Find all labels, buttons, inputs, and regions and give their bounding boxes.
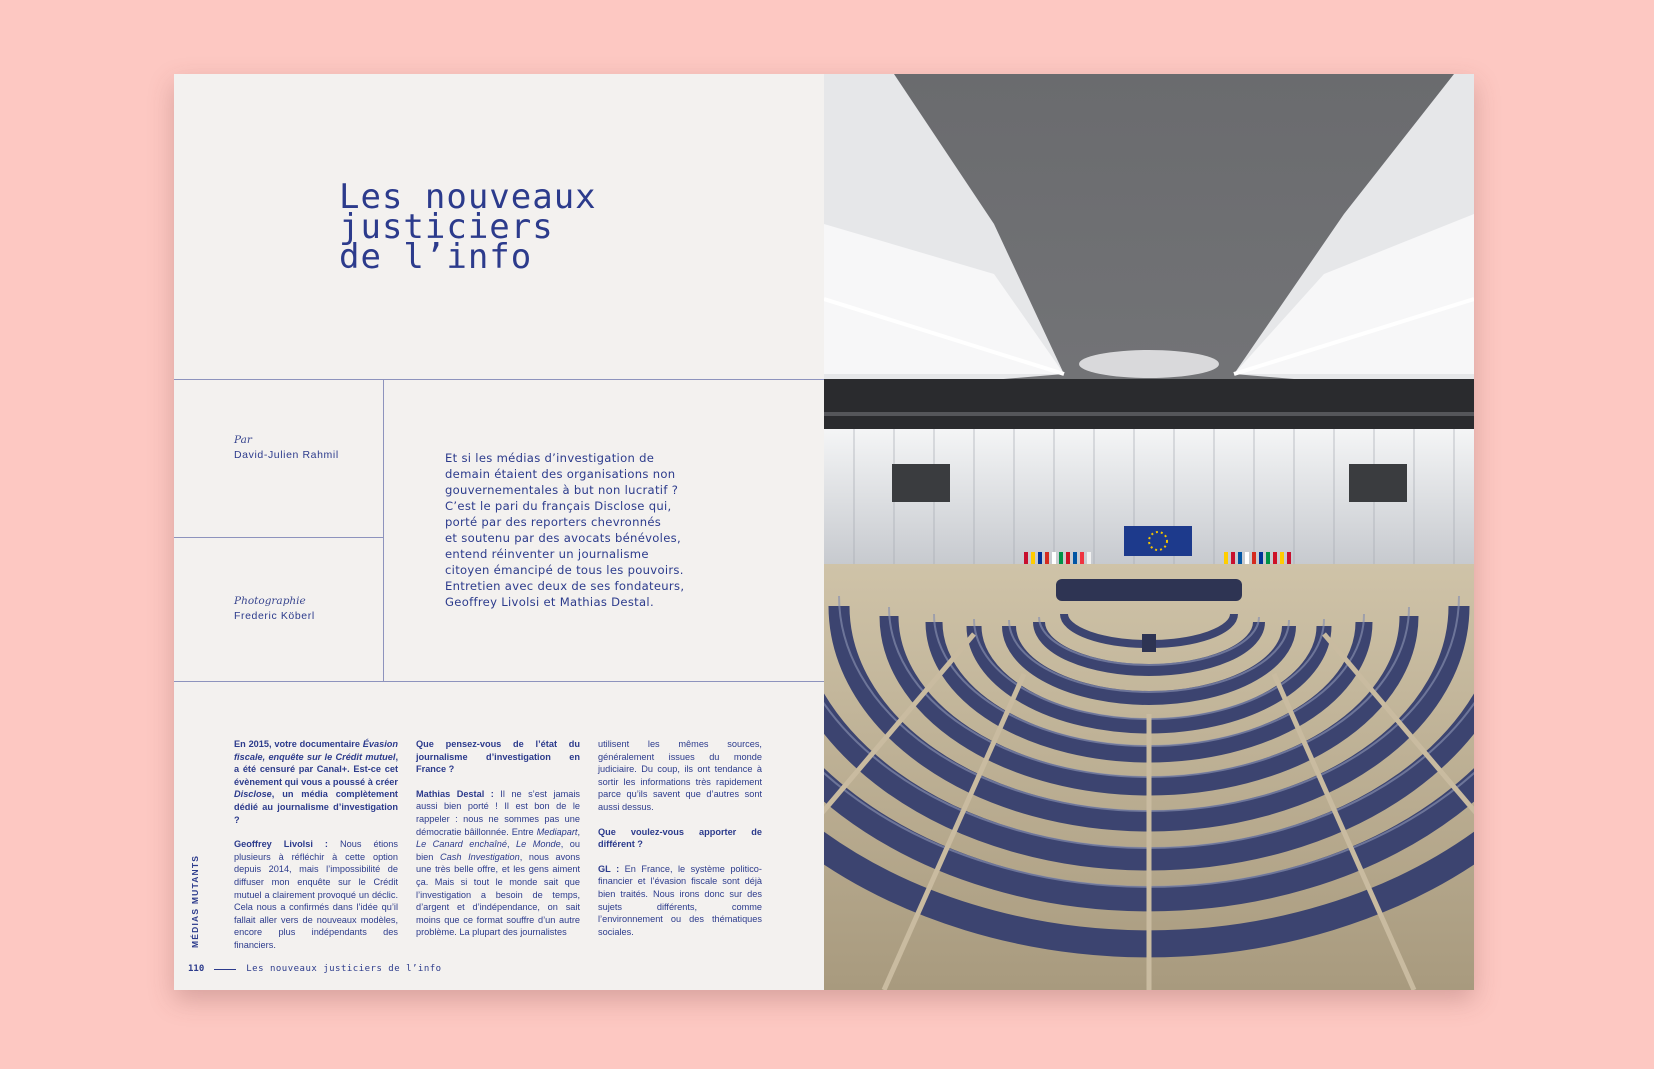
hemicycle-photo: [824, 74, 1474, 990]
answer-text: Nous étions plusieurs à réfléchir à cette option depuis 2014, mais l’impossibilité de diffuser mon enquête sur le Crédit mutuel a clairement provoqué un déclic. Cela nous a confirmés dans l’idée qu’il fallait aller vers de nouveaux modèles, encore plus indépendants des financiers.: [234, 839, 398, 950]
footer-rule: [214, 969, 236, 970]
photo-name: Frederic Köberl: [234, 610, 315, 622]
answer-text: En France, le système politico-financier et l’évasion fiscale sont déjà bien traités. Nous irons donc sur des sujets différents, comme l’environnement ou des thématiques sociales.: [598, 863, 762, 937]
answer-continued: utilisent les mêmes sources, généralement issues du monde judiciaire. Du coup, ils ont tendance à sortir les informations très rapidement parce qu’ils savent que d’autres sont aussi dessus.: [598, 739, 762, 812]
answer-text: Il ne s’est jamais aussi bien porté ! Il est bon de le rappeler : nous ne sommes pas une démocratie bâillonnée. Entre: [416, 788, 580, 837]
media-name: Mediapart: [536, 826, 578, 837]
intro-line: Et si les médias d’investigation de: [445, 451, 655, 465]
question: Que pensez-vous de l’état du journalisme d’investigation en France ?: [416, 739, 580, 775]
answer: [598, 863, 762, 939]
magazine-spread: [174, 74, 1474, 990]
running-title: Les nouveaux justiciers de l’info: [246, 964, 442, 974]
question-text: , un média complètement dédié au journalisme d’investigation ?: [234, 789, 398, 825]
article-intro: [445, 450, 695, 610]
photo-role: Photographie: [234, 595, 306, 607]
intro-line: entend réinventer un journalisme: [445, 547, 649, 561]
media-name: Cash Investigation: [440, 851, 520, 862]
intro-line: demain étaient des organisations non: [445, 467, 676, 481]
intro-line: C’est le pari du français Disclose qui,: [445, 499, 672, 513]
question-text: En 2015, votre documentaire: [234, 739, 363, 749]
article-column-3: [598, 738, 762, 950]
speaker-name: GL :: [598, 863, 620, 874]
left-page: [174, 74, 824, 990]
question-text-italic: Disclose: [234, 789, 272, 800]
intro-line: porté par des reporters chevronnés: [445, 515, 662, 529]
right-page: [824, 74, 1474, 990]
page-footer: [188, 964, 442, 975]
section-tag: MÉDIAS MUTANTS: [190, 854, 200, 948]
answer: [416, 788, 580, 939]
author-role: Par: [234, 434, 252, 446]
media-name: Le Monde: [516, 839, 561, 850]
article-title: [339, 177, 597, 277]
intro-line: et soutenu par des avocats bénévoles,: [445, 531, 681, 545]
intro-line: Geoffrey Livolsi et Mathias Destal.: [445, 595, 654, 609]
title-line: de l’info: [339, 237, 533, 277]
speaker-name: Geoffrey Livolsi :: [234, 839, 328, 850]
intro-line: gouvernementales à but non lucratif ?: [445, 483, 679, 497]
question-text: , a été censuré par Canal+. Est-ce cet évènement qui vous a poussé à créer: [234, 751, 398, 787]
question: [234, 738, 398, 826]
divider-bottom: [174, 681, 824, 682]
article-column-1: [234, 738, 398, 964]
question-text-italic: Évasion fiscale, enquête sur le Crédit mutuel: [234, 739, 398, 762]
title-line: Les nouveaux: [339, 177, 597, 217]
author-credit: [234, 434, 339, 461]
article-column-2: [416, 738, 580, 951]
speaker-name: Mathias Destal :: [416, 788, 494, 799]
intro-line: Entretien avec deux de ses fondateurs,: [445, 579, 685, 593]
answer-text: , nous avons une très belle offre, et les gens aiment ça. Mais si tout le monde sait que l’investigation a besoin de temps, d’argent et d’indépendance, on sait moins que ce format souffre d’un autre problème. La plupart des journalistes: [416, 851, 580, 938]
media-name: Le Canard enchaîné: [416, 839, 508, 850]
author-name: David-Julien Rahmil: [234, 449, 339, 461]
answer-text: , ou bien: [416, 839, 580, 862]
photo-credit: [234, 595, 315, 622]
intro-line: citoyen émancipé de tous les pouvoirs.: [445, 563, 684, 577]
divider-vertical: [383, 379, 384, 681]
divider-credits: [174, 537, 383, 538]
answer-text: ,: [577, 826, 580, 837]
page-number: 110: [188, 964, 205, 974]
answer-text: ,: [507, 839, 517, 850]
answer: [234, 838, 398, 951]
question: Que voulez-vous apporter de différent ?: [598, 826, 762, 850]
title-line: justiciers: [339, 207, 554, 247]
divider-top: [174, 379, 824, 380]
